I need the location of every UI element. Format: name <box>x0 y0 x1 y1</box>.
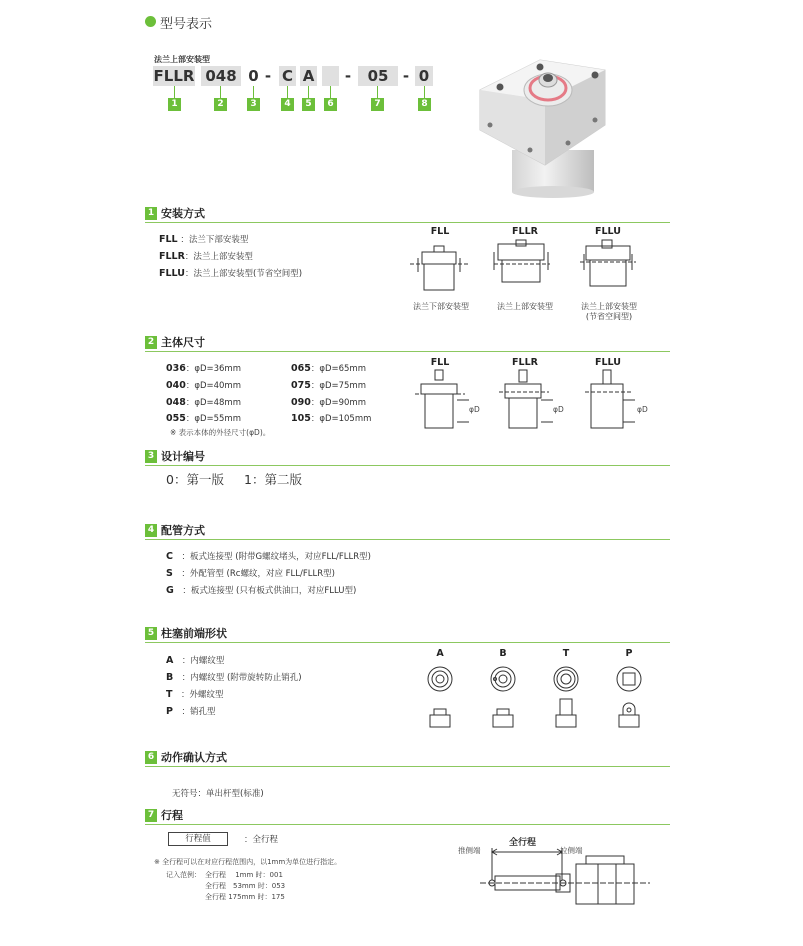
section-number: 3 <box>145 450 157 463</box>
action-confirm-text: 无符号：单出杆型(标准) <box>172 789 264 799</box>
piping-item-g: G ：板式连接型 (只有板式供油口，对应FLLU型) <box>166 585 357 596</box>
product-photo <box>460 55 620 200</box>
diagram-label-fllu: FLLU <box>595 357 621 368</box>
code-box-0: 0 <box>248 67 259 85</box>
tip-label-p: P <box>625 648 633 659</box>
tip-item-b: B ：内螺纹型 (附带旋转防止销孔) <box>166 672 302 683</box>
section-number: 4 <box>145 524 157 537</box>
plunger-tip-diagrams <box>420 663 650 733</box>
index-8: 8 <box>418 98 431 111</box>
index-1: 1 <box>168 98 181 111</box>
section-number: 5 <box>145 627 157 640</box>
section-header-body-size <box>145 336 670 352</box>
size-item: 048：φD=48mm <box>166 397 241 408</box>
tip-item-p: P ：销孔型 <box>166 706 216 717</box>
diagram-label-fll: FLL <box>430 357 450 368</box>
diameter-label: φD <box>469 405 480 414</box>
connector-line <box>377 86 378 98</box>
diameter-label: φD <box>553 405 564 414</box>
index-6: 6 <box>324 98 337 111</box>
mounting-diagrams <box>410 240 650 298</box>
code-box-0-end: 0 <box>415 66 433 86</box>
code-dash: - <box>264 67 272 85</box>
section-number: 2 <box>145 336 157 349</box>
code-box-a: A <box>300 66 317 86</box>
stroke-diagram <box>480 846 650 916</box>
code-dash: - <box>402 67 410 85</box>
tip-label-t: T <box>562 648 570 659</box>
stroke-value-desc: ：全行程 <box>244 835 279 845</box>
full-stroke-label: 全行程 <box>509 838 537 848</box>
size-item: 105：φD=105mm <box>291 413 372 424</box>
section-title: 设计编号 <box>161 450 205 463</box>
diagram-label-fllr: FLLR <box>512 357 538 368</box>
size-item: 075：φD=75mm <box>291 380 366 391</box>
diagram-label-fllu: FLLU <box>595 226 621 237</box>
diagram-label-fll: FLL <box>430 226 450 237</box>
section-title: 柱塞前端形状 <box>161 627 227 640</box>
connector-line <box>287 86 288 98</box>
connector-line <box>330 86 331 98</box>
index-2: 2 <box>214 98 227 111</box>
section-title: 行程 <box>161 809 183 822</box>
diagram-caption-fllu-sub: (节省空间型) <box>585 312 633 321</box>
mount-type-label: 法兰上部安装型 <box>154 55 210 64</box>
size-item: 040：φD=40mm <box>166 380 241 391</box>
piping-item-s: S ：外配管型 (Rc螺纹，对应 FLL/FLLR型) <box>166 568 335 579</box>
section-number: 6 <box>145 751 157 764</box>
pull-end-label: 拉侧端 <box>560 846 583 855</box>
section-number: 7 <box>145 809 157 822</box>
section-header-plunger-tip <box>145 627 670 643</box>
diagram-caption-fll: 法兰下部安装型 <box>413 302 469 311</box>
section-header-design-no <box>145 450 670 466</box>
section-header-stroke <box>145 809 670 825</box>
size-item: 036：φD=36mm <box>166 363 241 374</box>
index-5: 5 <box>302 98 315 111</box>
mount-item-fll: FLL ：法兰下部安装型 <box>159 234 249 245</box>
code-box-05: 05 <box>358 66 398 86</box>
connector-line <box>424 86 425 98</box>
section-title: 主体尺寸 <box>161 336 205 349</box>
code-box-c: C <box>279 66 296 86</box>
mount-item-fllu: FLLU：法兰上部安装型(节省空间型) <box>159 268 303 279</box>
size-item: 065：φD=65mm <box>291 363 366 374</box>
diagram-label-fllr: FLLR <box>512 226 538 237</box>
tip-label-a: A <box>436 648 444 659</box>
section-header-mounting <box>145 207 670 223</box>
code-dash: - <box>344 67 352 85</box>
connector-line <box>308 86 309 98</box>
index-4: 4 <box>281 98 294 111</box>
code-box-fllr: FLLR <box>153 67 195 85</box>
code-box-048: 048 <box>201 66 241 86</box>
size-item: 055：φD=55mm <box>166 413 241 424</box>
stroke-example: 全行程 1mm 时：001 <box>205 871 283 879</box>
tip-label-b: B <box>499 648 507 659</box>
size-item: 090：φD=90mm <box>291 397 366 408</box>
stroke-example-lead: 记入范例： <box>166 871 201 879</box>
section-title: 配管方式 <box>161 524 205 537</box>
stroke-value-box: 行程值 <box>168 832 228 846</box>
size-note: ※ 表示本体的外径尺寸(φD)。 <box>170 428 271 437</box>
stroke-note: ※ 全行程可以在对应行程范围内，以1mm为单位进行指定。 <box>154 858 342 866</box>
code-box-blank <box>322 66 339 86</box>
stroke-example: 全行程 53mm 时：053 <box>205 882 286 890</box>
body-size-diagrams <box>415 370 655 435</box>
design-version-0: 0：第一版 <box>166 472 224 487</box>
connector-line <box>220 86 221 98</box>
tip-item-a: A ：内螺纹型 <box>166 655 225 666</box>
index-7: 7 <box>371 98 384 111</box>
section-title: 安装方式 <box>161 207 205 220</box>
section-header-action-confirm <box>145 751 670 767</box>
tip-item-t: T ：外螺纹型 <box>166 689 224 700</box>
index-3: 3 <box>247 98 260 111</box>
title-bullet-icon <box>145 16 156 27</box>
connector-line <box>174 86 175 98</box>
section-number: 1 <box>145 207 157 220</box>
page-title: 型号表示 <box>160 17 213 32</box>
diagram-caption-fllr: 法兰上部安装型 <box>497 302 553 311</box>
mount-item-fllr: FLLR：法兰上部安装型 <box>159 251 253 262</box>
section-header-piping <box>145 524 670 540</box>
connector-line <box>253 86 254 98</box>
piping-item-c: C ：板式连接型 (附带G螺纹堵头，对应FLL/FLLR型) <box>166 551 371 562</box>
section-title: 动作确认方式 <box>161 751 227 764</box>
diagram-caption-fllu: 法兰上部安装型 <box>581 302 637 311</box>
stroke-example: 全行程 175mm 时：175 <box>205 893 285 901</box>
push-end-label: 推侧端 <box>458 846 481 855</box>
diameter-label: φD <box>637 405 648 414</box>
design-version-1: 1：第二版 <box>244 472 302 487</box>
